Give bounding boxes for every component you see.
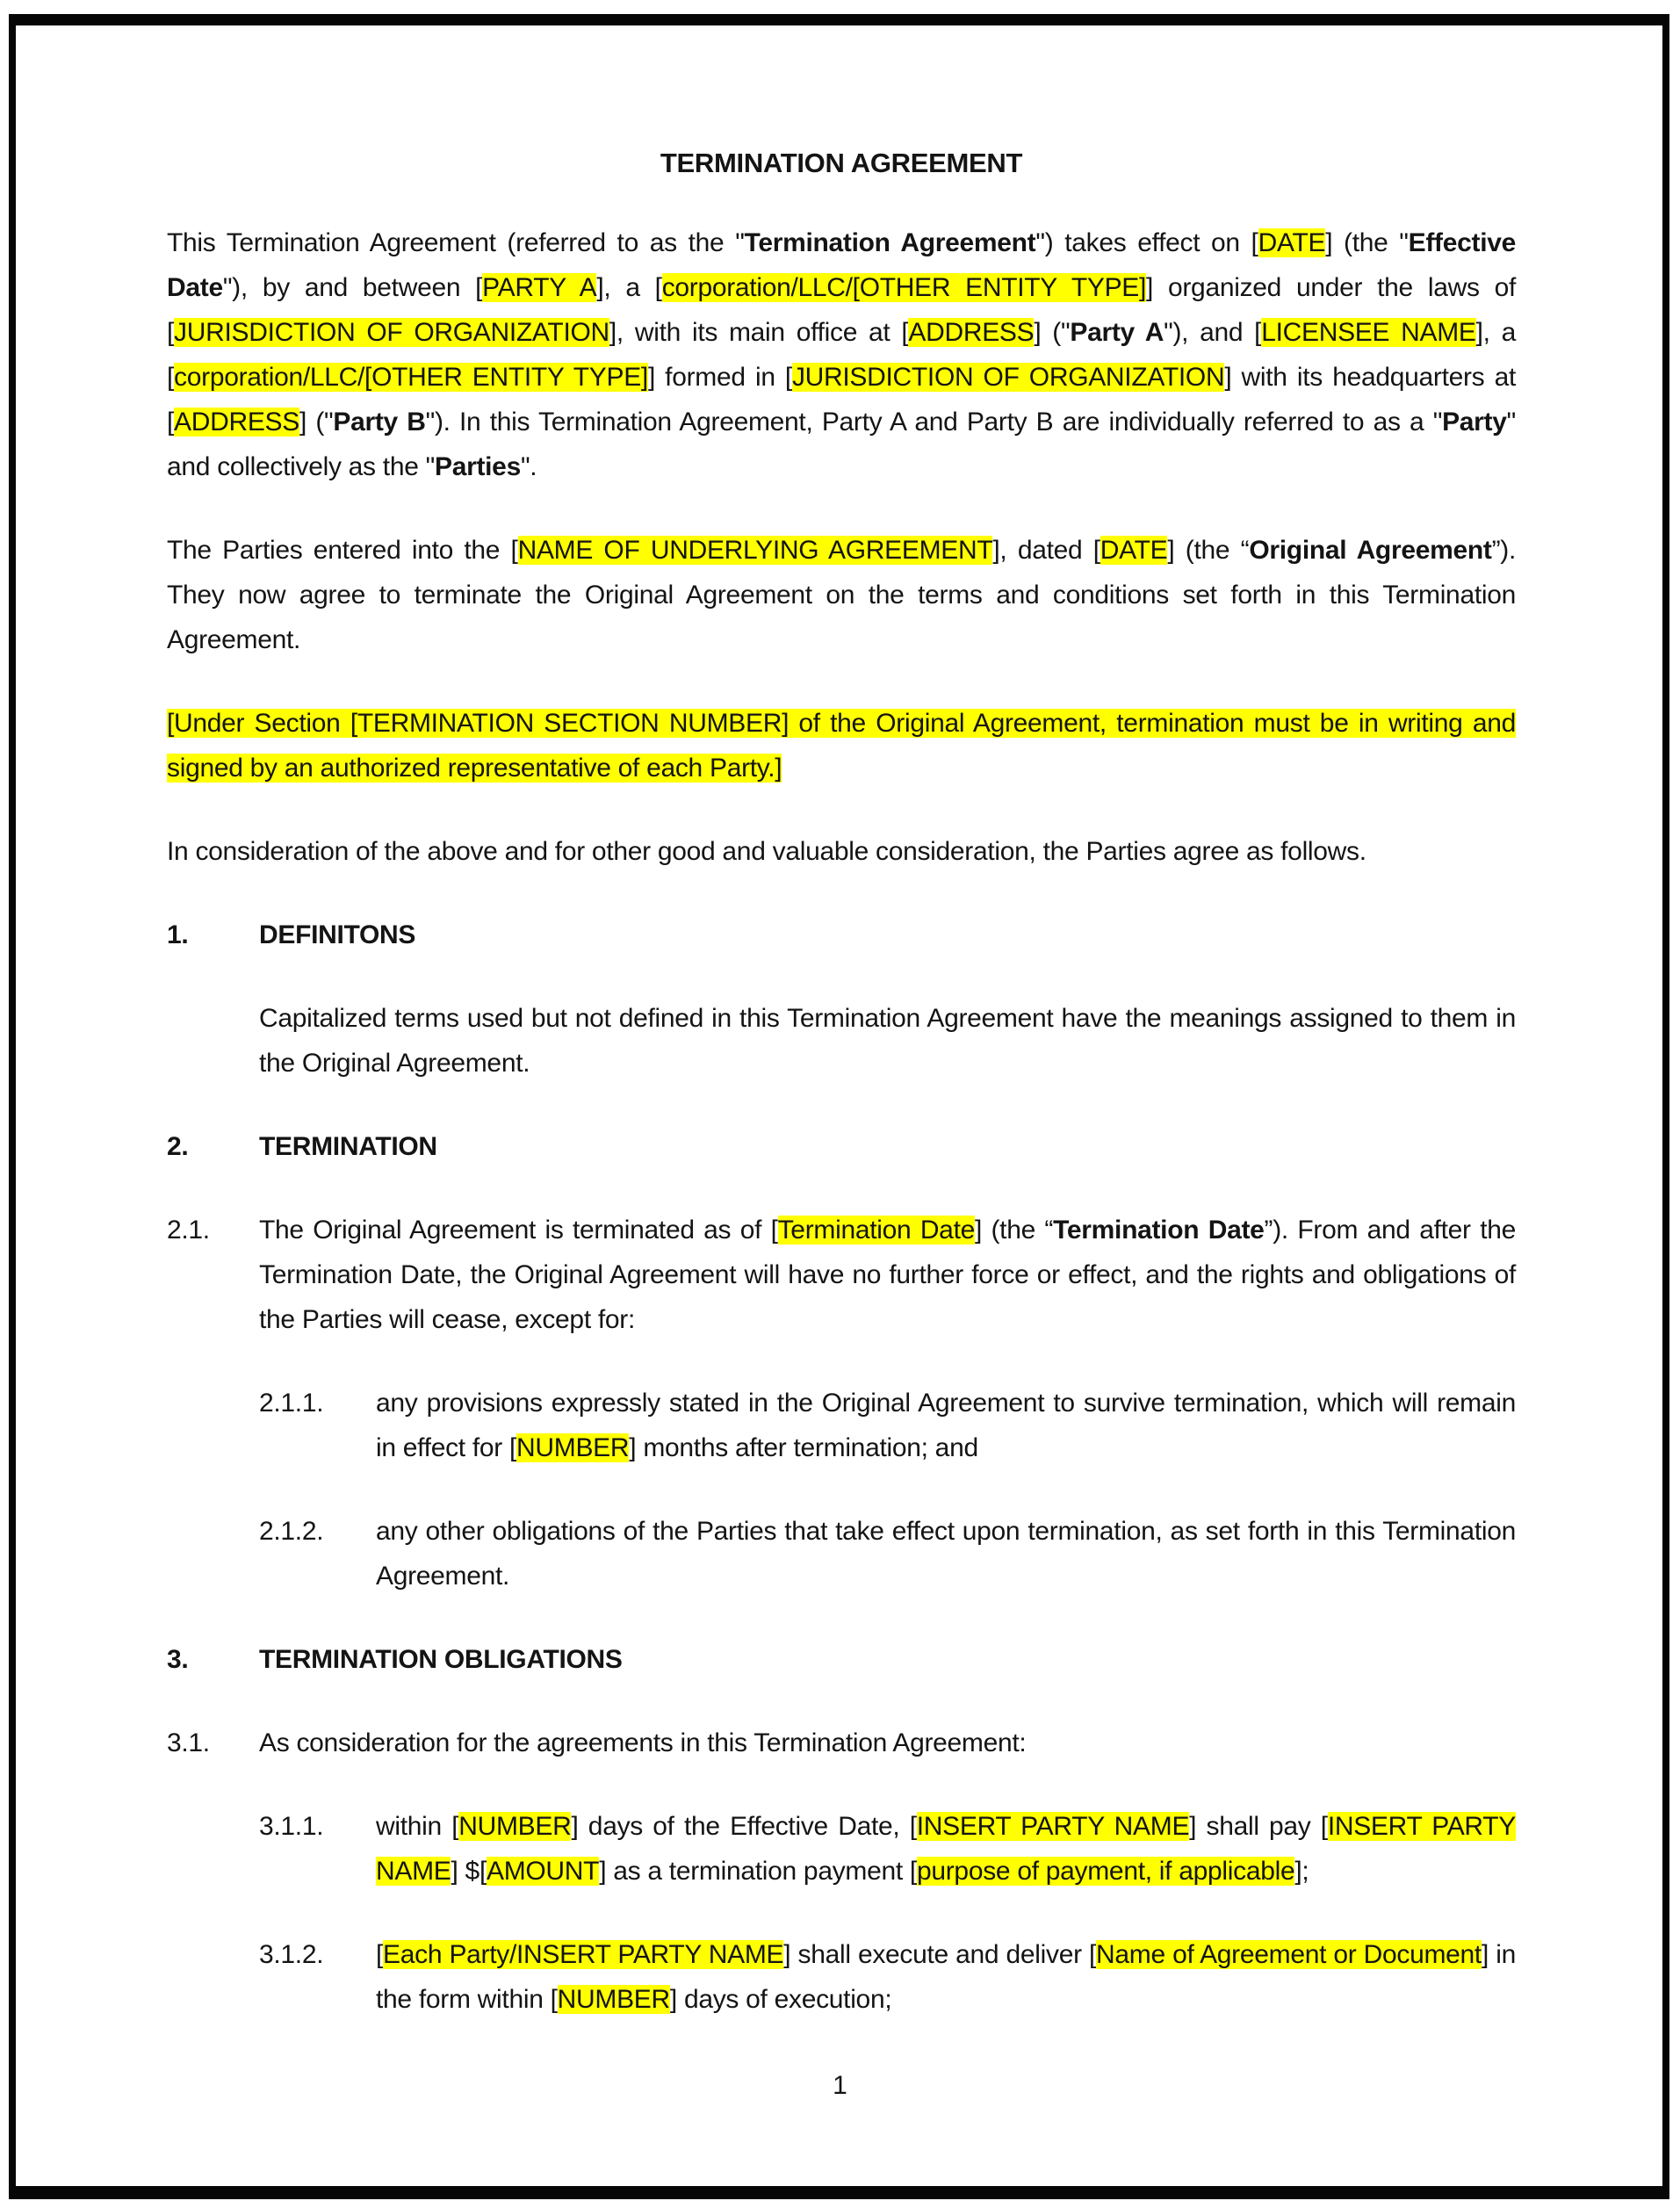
clause-definitions-body: Capitalized terms used but not defined in this Termination Agreement have the meanings assigned to them in the Original Agreement. xyxy=(259,1004,1516,1078)
paragraph-preamble: This Termination Agreement (referred to as the "Termination Agreement") takes effect on [DATE] (the "Effective Date"), by and between [PARTY A], a [corporation/LLC/[OTHER ENTITY TYPE]] organized under the laws of [JURISDICTION OF ORGANIZATION], with its main office at [ADDRESS] ("Party A"), and [LICENSEE NAME], a [corporation/LLC/[OTHER ENTITY TYPE]] formed in [JURISDICTION OF ORGANIZATION] with its headquarters at [ADDRESS] ("Party B"). In this Termination Agreement, Party A and Party B are individually referred to as a "Party" and collectively as the "Parties". xyxy=(167,228,1516,481)
clause-3-1-1 xyxy=(167,1804,1516,1894)
paragraph-consideration: In consideration of the above and for other good and valuable consideration, the Parties agree as follows. xyxy=(167,837,1366,866)
highlighted-placeholder: INSERT PARTY NAME xyxy=(376,1812,1516,1886)
clause-2-1-1-number: 2.1.1. xyxy=(259,1389,324,1418)
highlighted-placeholder: NUMBER xyxy=(516,1433,630,1462)
section-2-number: 2. xyxy=(167,1132,189,1161)
highlighted-placeholder: purpose of payment, if applicable xyxy=(916,1857,1295,1886)
clause-3-1-2-body: [Each Party/INSERT PARTY NAME] shall execute and deliver [Name of Agreement or Document] in the form within [NUMBER] days of execution; xyxy=(376,1940,1516,2014)
paragraph-termination-requirement xyxy=(167,701,1516,790)
section-3-title: TERMINATION OBLIGATIONS xyxy=(259,1645,623,1674)
clause-2-1-2-body: any other obligations of the Parties that take effect upon termination, as set forth in this Termination Agreement. xyxy=(376,1517,1516,1591)
clause-2-1-1-body: any provisions expressly stated in the Original Agreement to survive termination, which will remain in effect for [NUMBER] months after termination; and xyxy=(376,1389,1516,1462)
clause-2-1-body: The Original Agreement is terminated as of [Termination Date] (the “Termination Date”). From and after the Termination Date, the Original Agreement will have no further force or effect, and the rights and obligations of the Parties will cease, except for: xyxy=(259,1216,1516,1334)
document-content xyxy=(167,141,1516,2060)
clause-2-1-1 xyxy=(167,1381,1516,1470)
paragraph-underlying-agreement: The Parties entered into the [NAME OF UNDERLYING AGREEMENT], dated [DATE] (the “Original Agreement”). They now agree to terminate the Original Agreement on the terms and conditions set forth in this Termination Agreement. xyxy=(167,536,1516,654)
highlighted-placeholder: corporation/LLC/[OTHER ENTITY TYPE] xyxy=(174,363,648,392)
highlighted-placeholder: DATE xyxy=(1100,536,1168,565)
section-3-number: 3. xyxy=(167,1645,189,1674)
highlighted-placeholder: NUMBER xyxy=(557,1985,670,2014)
section-1-number: 1. xyxy=(167,920,189,949)
clause-3-1 xyxy=(167,1721,1516,1765)
clause-2-1 xyxy=(167,1208,1516,1342)
clause-3-1-2-number: 3.1.2. xyxy=(259,1940,324,1969)
highlighted-placeholder: NUMBER xyxy=(458,1812,572,1841)
highlighted-placeholder: Termination Date xyxy=(777,1216,975,1245)
section-2-heading xyxy=(167,1124,1516,1169)
highlighted-placeholder: ADDRESS xyxy=(908,318,1035,347)
highlighted-placeholder: AMOUNT xyxy=(486,1857,600,1886)
section-2-title: TERMINATION xyxy=(259,1132,437,1161)
clause-3-1-1-body: within [NUMBER] days of the Effective Date, [INSERT PARTY NAME] shall pay [INSERT PARTY NAME] $[AMOUNT] as a termination payment [purpose of payment, if applicable]; xyxy=(376,1812,1516,1886)
clause-3-1-body: As consideration for the agreements in this Termination Agreement: xyxy=(259,1728,1027,1757)
page-number: 1 xyxy=(833,2071,847,2100)
document-title: TERMINATION AGREEMENT xyxy=(660,148,1023,178)
highlighted-placeholder: LICENSEE NAME xyxy=(1261,318,1476,347)
section-3-heading xyxy=(167,1637,1516,1682)
highlighted-placeholder: ADDRESS xyxy=(174,408,299,437)
highlighted-placeholder: DATE xyxy=(1258,228,1326,257)
clause-2-1-number: 2.1. xyxy=(167,1216,210,1245)
highlighted-placeholder: JURISDICTION OF ORGANIZATION xyxy=(791,363,1225,392)
clause-3-1-1-number: 3.1.1. xyxy=(259,1812,324,1841)
clause-2-1-2-number: 2.1.2. xyxy=(259,1517,324,1546)
clause-3-1-number: 3.1. xyxy=(167,1728,210,1757)
clause-3-1-2 xyxy=(167,1932,1516,2022)
highlighted-placeholder: NAME OF UNDERLYING AGREEMENT xyxy=(517,536,993,565)
highlighted-placeholder: JURISDICTION OF ORGANIZATION xyxy=(174,318,609,347)
highlighted-placeholder: PARTY A xyxy=(482,273,597,302)
section-1-heading xyxy=(167,913,1516,957)
highlighted-placeholder: [Under Section [TERMINATION SECTION NUMBER] of the Original Agreement, termination must be in writing and signed by an authorized representative of each Party.] xyxy=(167,709,1516,783)
highlighted-placeholder: INSERT PARTY NAME xyxy=(916,1812,1190,1841)
clause-2-1-2 xyxy=(167,1509,1516,1598)
highlighted-placeholder: Each Party/INSERT PARTY NAME xyxy=(383,1940,784,1969)
section-1-title: DEFINITONS xyxy=(259,920,416,949)
highlighted-placeholder: Name of Agreement or Document xyxy=(1096,1940,1482,1969)
highlighted-placeholder: corporation/LLC/[OTHER ENTITY TYPE] xyxy=(661,273,1147,302)
